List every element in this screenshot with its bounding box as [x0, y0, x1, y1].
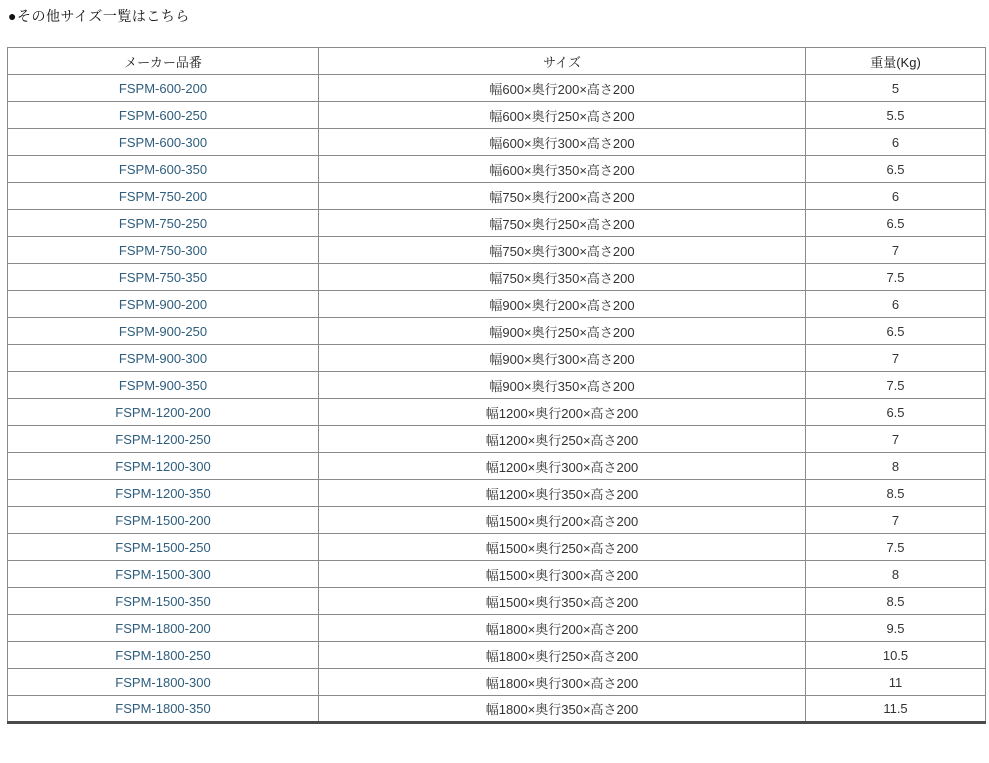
maker-code-link[interactable]: FSPM-600-350 — [118, 161, 208, 177]
cell-size: 幅750×奥行200×高さ200 — [319, 183, 806, 210]
cell-size: 幅1500×奥行350×高さ200 — [319, 588, 806, 615]
table-row — [8, 75, 986, 102]
table-row — [8, 453, 986, 480]
table-row — [8, 210, 986, 237]
cell-maker-code — [8, 588, 319, 615]
cell-size: 幅1500×奥行300×高さ200 — [319, 561, 806, 588]
maker-code-link[interactable]: FSPM-600-250 — [118, 107, 208, 123]
maker-code-link[interactable]: FSPM-1800-200 — [115, 620, 211, 636]
cell-weight: 6 — [806, 291, 986, 318]
cell-maker-code — [8, 345, 319, 372]
cell-weight: 6 — [806, 129, 986, 156]
cell-weight: 7.5 — [806, 372, 986, 399]
table-row — [8, 345, 986, 372]
cell-maker-code — [8, 453, 319, 480]
table-row — [8, 183, 986, 210]
table-row — [8, 129, 986, 156]
table-row — [8, 507, 986, 534]
cell-weight: 7.5 — [806, 534, 986, 561]
cell-size: 幅600×奥行200×高さ200 — [319, 75, 806, 102]
cell-maker-code — [8, 372, 319, 399]
cell-weight: 11.5 — [806, 696, 986, 723]
other-sizes-heading: ●その他サイズ一覧はこちら — [8, 8, 190, 24]
cell-size: 幅900×奥行200×高さ200 — [319, 291, 806, 318]
cell-weight: 6.5 — [806, 156, 986, 183]
table-row — [8, 264, 986, 291]
cell-size: 幅900×奥行300×高さ200 — [319, 345, 806, 372]
maker-code-link[interactable]: FSPM-1500-350 — [115, 593, 211, 609]
cell-weight: 6.5 — [806, 210, 986, 237]
cell-maker-code — [8, 264, 319, 291]
maker-code-link[interactable]: FSPM-750-300 — [118, 242, 208, 258]
column-header-size: サイズ — [319, 48, 806, 75]
table-row — [8, 291, 986, 318]
cell-weight: 10.5 — [806, 642, 986, 669]
cell-size: 幅1500×奥行250×高さ200 — [319, 534, 806, 561]
table-row — [8, 561, 986, 588]
cell-weight: 9.5 — [806, 615, 986, 642]
cell-maker-code — [8, 399, 319, 426]
cell-size: 幅1800×奥行250×高さ200 — [319, 642, 806, 669]
maker-code-link[interactable]: FSPM-600-300 — [118, 134, 208, 150]
cell-maker-code — [8, 642, 319, 669]
table-row — [8, 480, 986, 507]
cell-maker-code — [8, 615, 319, 642]
table-row — [8, 156, 986, 183]
table-row — [8, 399, 986, 426]
maker-code-link[interactable]: FSPM-1800-350 — [115, 701, 211, 716]
maker-code-link[interactable]: FSPM-750-200 — [118, 188, 208, 204]
cell-maker-code — [8, 669, 319, 696]
cell-maker-code — [8, 480, 319, 507]
cell-maker-code — [8, 561, 319, 588]
cell-maker-code — [8, 102, 319, 129]
table-row — [8, 669, 986, 696]
cell-weight: 11 — [806, 669, 986, 696]
cell-size: 幅1200×奥行300×高さ200 — [319, 453, 806, 480]
cell-maker-code — [8, 237, 319, 264]
maker-code-link[interactable]: FSPM-900-350 — [118, 377, 208, 393]
cell-maker-code — [8, 318, 319, 345]
cell-maker-code — [8, 156, 319, 183]
cell-size: 幅600×奥行350×高さ200 — [319, 156, 806, 183]
table-row — [8, 642, 986, 669]
cell-size: 幅600×奥行250×高さ200 — [319, 102, 806, 129]
cell-weight: 8.5 — [806, 588, 986, 615]
cell-size: 幅1200×奥行250×高さ200 — [319, 426, 806, 453]
cell-weight: 7.5 — [806, 264, 986, 291]
maker-code-link[interactable]: FSPM-1200-200 — [115, 404, 211, 420]
cell-size: 幅1800×奥行200×高さ200 — [319, 615, 806, 642]
table-row — [8, 318, 986, 345]
cell-size: 幅900×奥行350×高さ200 — [319, 372, 806, 399]
table-row — [8, 588, 986, 615]
cell-size: 幅1800×奥行350×高さ200 — [319, 696, 806, 723]
cell-weight: 8.5 — [806, 480, 986, 507]
cell-weight: 7 — [806, 507, 986, 534]
maker-code-link[interactable]: FSPM-900-200 — [118, 296, 208, 312]
column-header-maker-code: メーカー品番 — [8, 48, 319, 75]
cell-maker-code — [8, 291, 319, 318]
maker-code-link[interactable]: FSPM-1800-250 — [115, 647, 211, 663]
cell-maker-code — [8, 75, 319, 102]
cell-weight: 5.5 — [806, 102, 986, 129]
table-row — [8, 237, 986, 264]
maker-code-link[interactable]: FSPM-900-250 — [118, 323, 208, 339]
cell-weight: 6.5 — [806, 318, 986, 345]
maker-code-link[interactable]: FSPM-750-250 — [118, 215, 208, 231]
cell-weight: 7 — [806, 426, 986, 453]
cell-maker-code — [8, 696, 319, 723]
column-header-weight: 重量(Kg) — [806, 48, 986, 75]
cell-maker-code — [8, 426, 319, 453]
table-row — [8, 615, 986, 642]
cell-size: 幅750×奥行300×高さ200 — [319, 237, 806, 264]
table-row — [8, 426, 986, 453]
cell-weight: 8 — [806, 561, 986, 588]
cell-weight: 6.5 — [806, 399, 986, 426]
table-row — [8, 372, 986, 399]
maker-code-link[interactable]: FSPM-1500-300 — [115, 566, 211, 582]
maker-code-link[interactable]: FSPM-1200-250 — [115, 431, 211, 447]
cell-size: 幅1500×奥行200×高さ200 — [319, 507, 806, 534]
size-list-table — [7, 47, 986, 724]
maker-code-link[interactable]: FSPM-1800-300 — [115, 674, 211, 690]
maker-code-link[interactable]: FSPM-1500-250 — [115, 539, 211, 555]
cell-weight: 7 — [806, 345, 986, 372]
cell-maker-code — [8, 534, 319, 561]
cell-size: 幅900×奥行250×高さ200 — [319, 318, 806, 345]
maker-code-link[interactable]: FSPM-1200-350 — [115, 485, 211, 501]
cell-size: 幅1800×奥行300×高さ200 — [319, 669, 806, 696]
cell-weight: 5 — [806, 75, 986, 102]
cell-size: 幅750×奥行250×高さ200 — [319, 210, 806, 237]
cell-size: 幅600×奥行300×高さ200 — [319, 129, 806, 156]
table-row — [8, 534, 986, 561]
cell-weight: 8 — [806, 453, 986, 480]
table-row — [8, 102, 986, 129]
maker-code-link[interactable]: FSPM-900-300 — [118, 350, 208, 366]
table-header-row — [8, 48, 986, 75]
cell-maker-code — [8, 129, 319, 156]
maker-code-link[interactable]: FSPM-750-350 — [118, 269, 208, 285]
table-row — [8, 696, 986, 723]
maker-code-link[interactable]: FSPM-1500-200 — [115, 512, 211, 528]
maker-code-link[interactable]: FSPM-600-200 — [118, 80, 208, 96]
cell-maker-code — [8, 507, 319, 534]
cell-size: 幅1200×奥行350×高さ200 — [319, 480, 806, 507]
maker-code-link[interactable]: FSPM-1200-300 — [115, 458, 211, 474]
cell-maker-code — [8, 210, 319, 237]
cell-maker-code — [8, 183, 319, 210]
cell-size: 幅1200×奥行200×高さ200 — [319, 399, 806, 426]
cell-weight: 6 — [806, 183, 986, 210]
cell-size: 幅750×奥行350×高さ200 — [319, 264, 806, 291]
cell-weight: 7 — [806, 237, 986, 264]
